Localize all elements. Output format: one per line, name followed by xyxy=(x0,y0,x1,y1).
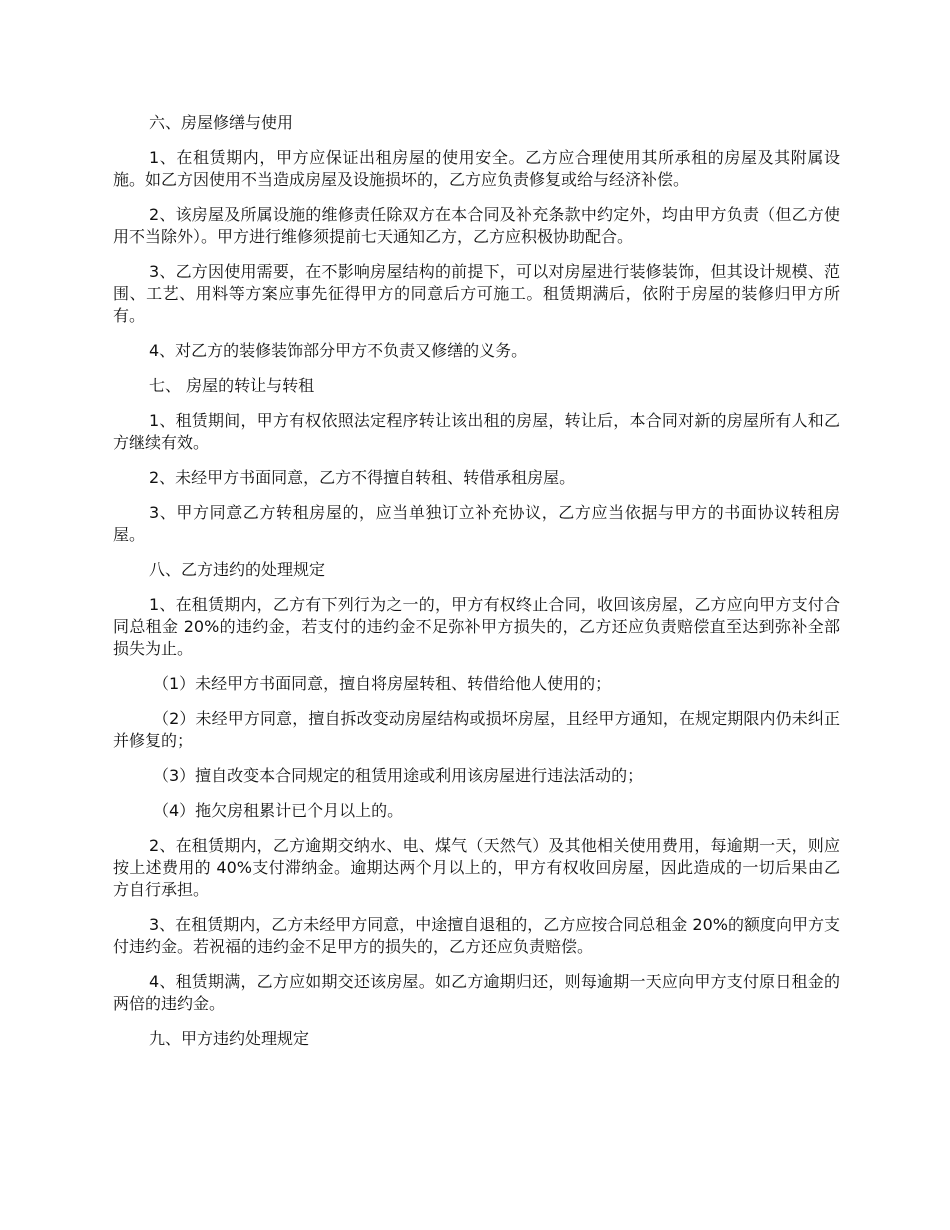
paragraph: 1、在租赁期内，甲方应保证出租房屋的使用安全。乙方应合理使用其所承租的房屋及其附属设施。如乙方因使用不当造成房屋及设施损坏的，乙方应负责修复或给与经济补偿。 xyxy=(113,148,840,189)
list-item: （1）未经甲方书面同意，擅自将房屋转租、转借给他人使用的； xyxy=(153,674,612,693)
paragraph: 2、未经甲方书面同意，乙方不得擅自转租、转借承租房屋。 xyxy=(149,468,576,487)
paragraph: 1、在租赁期内，乙方有下列行为之一的，甲方有权终止合同，收回该房屋，乙方应向甲方支付合同总租金 20%的违约金，若支付的违约金不足弥补甲方损失的，乙方还应负责赔偿直至达到弥补全部损失为止。 xyxy=(113,595,840,658)
section-heading-6: 六、房屋修缮与使用 xyxy=(149,113,294,132)
paragraph: 3、在租赁期内，乙方未经甲方同意，中途擅自退租的，乙方应按合同总租金 20%的额度向甲方支付违约金。若祝福的违约金不足甲方的损失的，乙方还应负责赔偿。 xyxy=(113,915,840,956)
paragraph: 4、对乙方的装修装饰部分甲方不负责又修缮的义务。 xyxy=(149,341,528,360)
paragraph: 2、该房屋及所属设施的维修责任除双方在本合同及补充条款中约定外，均由甲方负责（但乙方使用不当除外）。甲方进行维修须提前七天通知乙方，乙方应积极协助配合。 xyxy=(113,205,840,246)
section-heading-7: 七、 房屋的转让与转租 xyxy=(149,376,315,395)
list-item: （2）未经甲方同意，擅自拆改变动房屋结构或损坏房屋，且经甲方通知，在规定期限内仍未纠正并修复的； xyxy=(113,709,840,750)
section-heading-9: 九、甲方违约处理规定 xyxy=(149,1029,310,1048)
paragraph: 3、乙方因使用需要，在不影响房屋结构的前提下，可以对房屋进行装修装饰，但其设计规模、范围、工艺、用料等方案应事先征得甲方的同意后方可施工。租赁期满后，依附于房屋的装修归甲方所有。 xyxy=(113,262,840,325)
paragraph: 2、在租赁期内，乙方逾期交纳水、电、煤气（天然气）及其他相关使用费用，每逾期一天，则应按上述费用的 40%支付滞纳金。逾期达两个月以上的，甲方有权收回房屋，因此造成的一切后果由乙方自行承担。 xyxy=(113,836,840,899)
list-item: （3）擅自改变本合同规定的租赁用途或利用该房屋进行违法活动的； xyxy=(153,766,644,785)
list-item: （4）拖欠房租累计已个月以上的。 xyxy=(153,801,404,820)
section-heading-8: 八、乙方违约的处理规定 xyxy=(149,560,326,579)
paragraph: 3、甲方同意乙方转租房屋的，应当单独订立补充协议，乙方应当依据与甲方的书面协议转租房屋。 xyxy=(113,503,840,544)
document-body xyxy=(113,112,840,1063)
paragraph: 4、租赁期满，乙方应如期交还该房屋。如乙方逾期归还，则每逾期一天应向甲方支付原日租金的两倍的违约金。 xyxy=(113,972,840,1013)
paragraph: 1、租赁期间，甲方有权依照法定程序转让该出租的房屋，转让后，本合同对新的房屋所有人和乙方继续有效。 xyxy=(113,411,840,452)
